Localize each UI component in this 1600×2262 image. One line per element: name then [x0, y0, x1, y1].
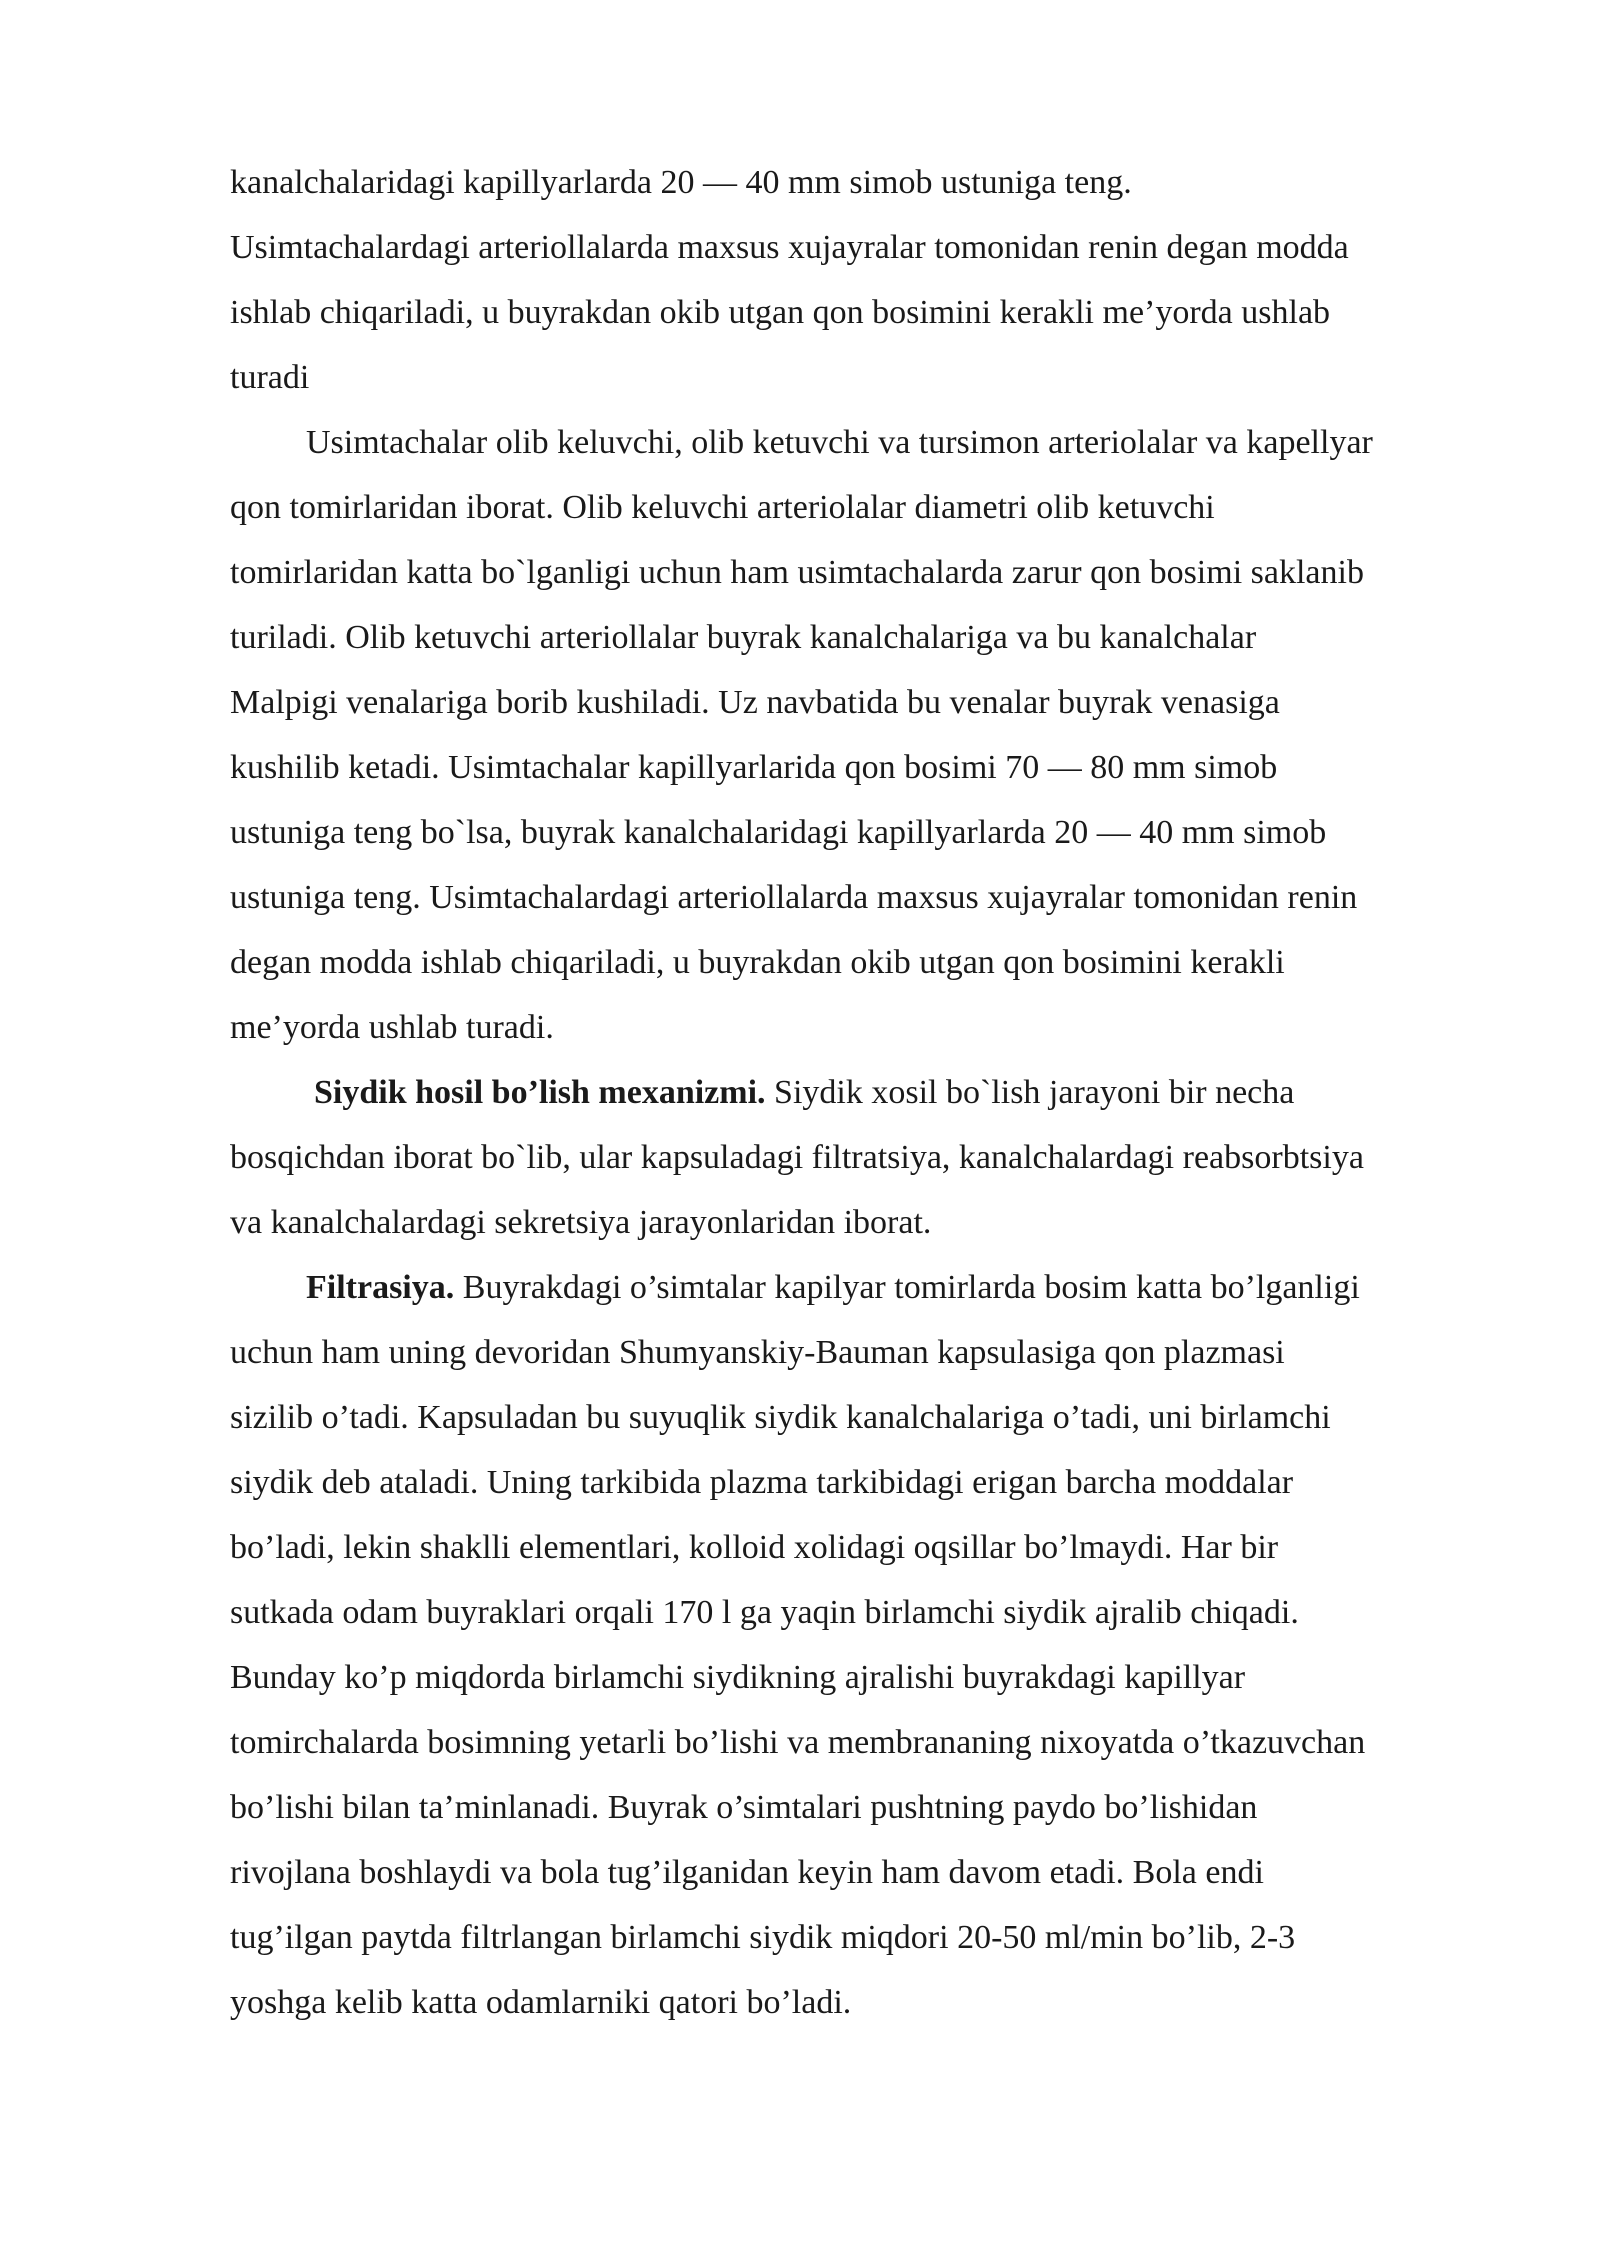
- text-line: va kanalchalardagi sekretsiya jarayonlaridan iborat.: [230, 1204, 932, 1241]
- text-line: tomirlaridan katta bo`lganligi uchun ham usimtachalarda zarur qon bosimi saklanib: [230, 554, 1364, 591]
- text-line: bo’ladi, lekin shaklli elementlari, kolloid xolidagi oqsillar bo’lmaydi. Har bir: [230, 1529, 1279, 1566]
- section-heading-urine-formation: Siydik hosil bo’lish mexanizmi.: [314, 1074, 766, 1111]
- text-line: me’yorda ushlab turadi.: [230, 1009, 554, 1046]
- text-line: [230, 1255, 1510, 1320]
- text-line: kanalchalaridagi kapillyarlarda 20 — 40 mm simob ustuniga teng.: [230, 164, 1132, 201]
- text-line: yoshga kelib katta odamlarniki qatori bo’ladi.: [230, 1984, 852, 2021]
- paragraph-arterioles: [230, 410, 1510, 1060]
- text-line: siydik deb ataladi. Uning tarkibida plazma tarkibidagi erigan barcha moddalar: [230, 1464, 1294, 1501]
- paragraph-urine-formation-mechanism: [230, 1060, 1510, 1255]
- text-run: Buyrakdagi o’simtalar kapilyar tomirlarda bosim katta bo’lganligi: [454, 1269, 1360, 1306]
- text-line: bosqichdan iborat bo`lib, ular kapsuladagi filtratsiya, kanalchalardagi reabsorbtsiya: [230, 1139, 1364, 1176]
- text-line: Usimtachalardagi arteriollalarda maxsus xujayralar tomonidan renin degan modda: [230, 229, 1349, 266]
- text-line: degan modda ishlab chiqariladi, u buyrakdan okib utgan qon bosimini kerakli: [230, 944, 1285, 981]
- text-line: ustuniga teng bo`lsa, buyrak kanalchalaridagi kapillyarlarda 20 — 40 mm simob: [230, 814, 1327, 851]
- text-line: ishlab chiqariladi, u buyrakdan okib utgan qon bosimini kerakli me’yorda ushlab: [230, 294, 1331, 331]
- text-line: qon tomirlaridan iborat. Olib keluvchi arteriolalar diametri olib ketuvchi: [230, 489, 1215, 526]
- text-line: turiladi. Olib ketuvchi arteriollalar buyrak kanalchalariga va bu kanalchalar: [230, 619, 1257, 656]
- paragraph-filtration: [230, 1255, 1510, 2035]
- document-body: [230, 150, 1510, 2035]
- text-line: sutkada odam buyraklari orqali 170 l ga yaqin birlamchi siydik ajralib chiqadi.: [230, 1594, 1299, 1631]
- section-heading-filtration: Filtrasiya.: [306, 1269, 455, 1306]
- text-line: turadi: [230, 359, 310, 396]
- text-line: uchun ham uning devoridan Shumyanskiy-Bauman kapsulasiga qon plazmasi: [230, 1334, 1285, 1371]
- text-line: [230, 1060, 1510, 1125]
- text-line: Malpigi venalariga borib kushiladi. Uz navbatida bu venalar buyrak venasiga: [230, 684, 1280, 721]
- text-line: Bunday ko’p miqdorda birlamchi siydikning ajralishi buyrakdagi kapillyar: [230, 1659, 1246, 1696]
- text-line: ustuniga teng. Usimtachalardagi arteriollalarda maxsus xujayralar tomonidan renin: [230, 879, 1358, 916]
- text-line: Usimtachalar olib keluvchi, olib ketuvchi va tursimon arteriolalar va kapellyar: [306, 424, 1373, 461]
- text-run: Siydik xosil bo`lish jarayoni bir necha: [765, 1074, 1295, 1111]
- text-line: kushilib ketadi. Usimtachalar kapillyarlarida qon bosimi 70 — 80 mm simob: [230, 749, 1278, 786]
- text-line: sizilib o’tadi. Kapsuladan bu suyuqlik siydik kanalchalariga o’tadi, uni birlamchi: [230, 1399, 1331, 1436]
- text-line: tomirchalarda bosimning yetarli bo’lishi va membrananing nixoyatda o’tkazuvchan: [230, 1724, 1366, 1761]
- text-line: tug’ilgan paytda filtrlangan birlamchi siydik miqdori 20-50 ml/min bo’lib, 2-3: [230, 1919, 1296, 1956]
- text-line: bo’lishi bilan ta’minlanadi. Buyrak o’simtalari pushtning paydo bo’lishidan: [230, 1789, 1258, 1826]
- text-line: rivojlana boshlaydi va bola tug’ilganidan keyin ham davom etadi. Bola endi: [230, 1854, 1264, 1891]
- paragraph-renin-continuation: [230, 150, 1510, 410]
